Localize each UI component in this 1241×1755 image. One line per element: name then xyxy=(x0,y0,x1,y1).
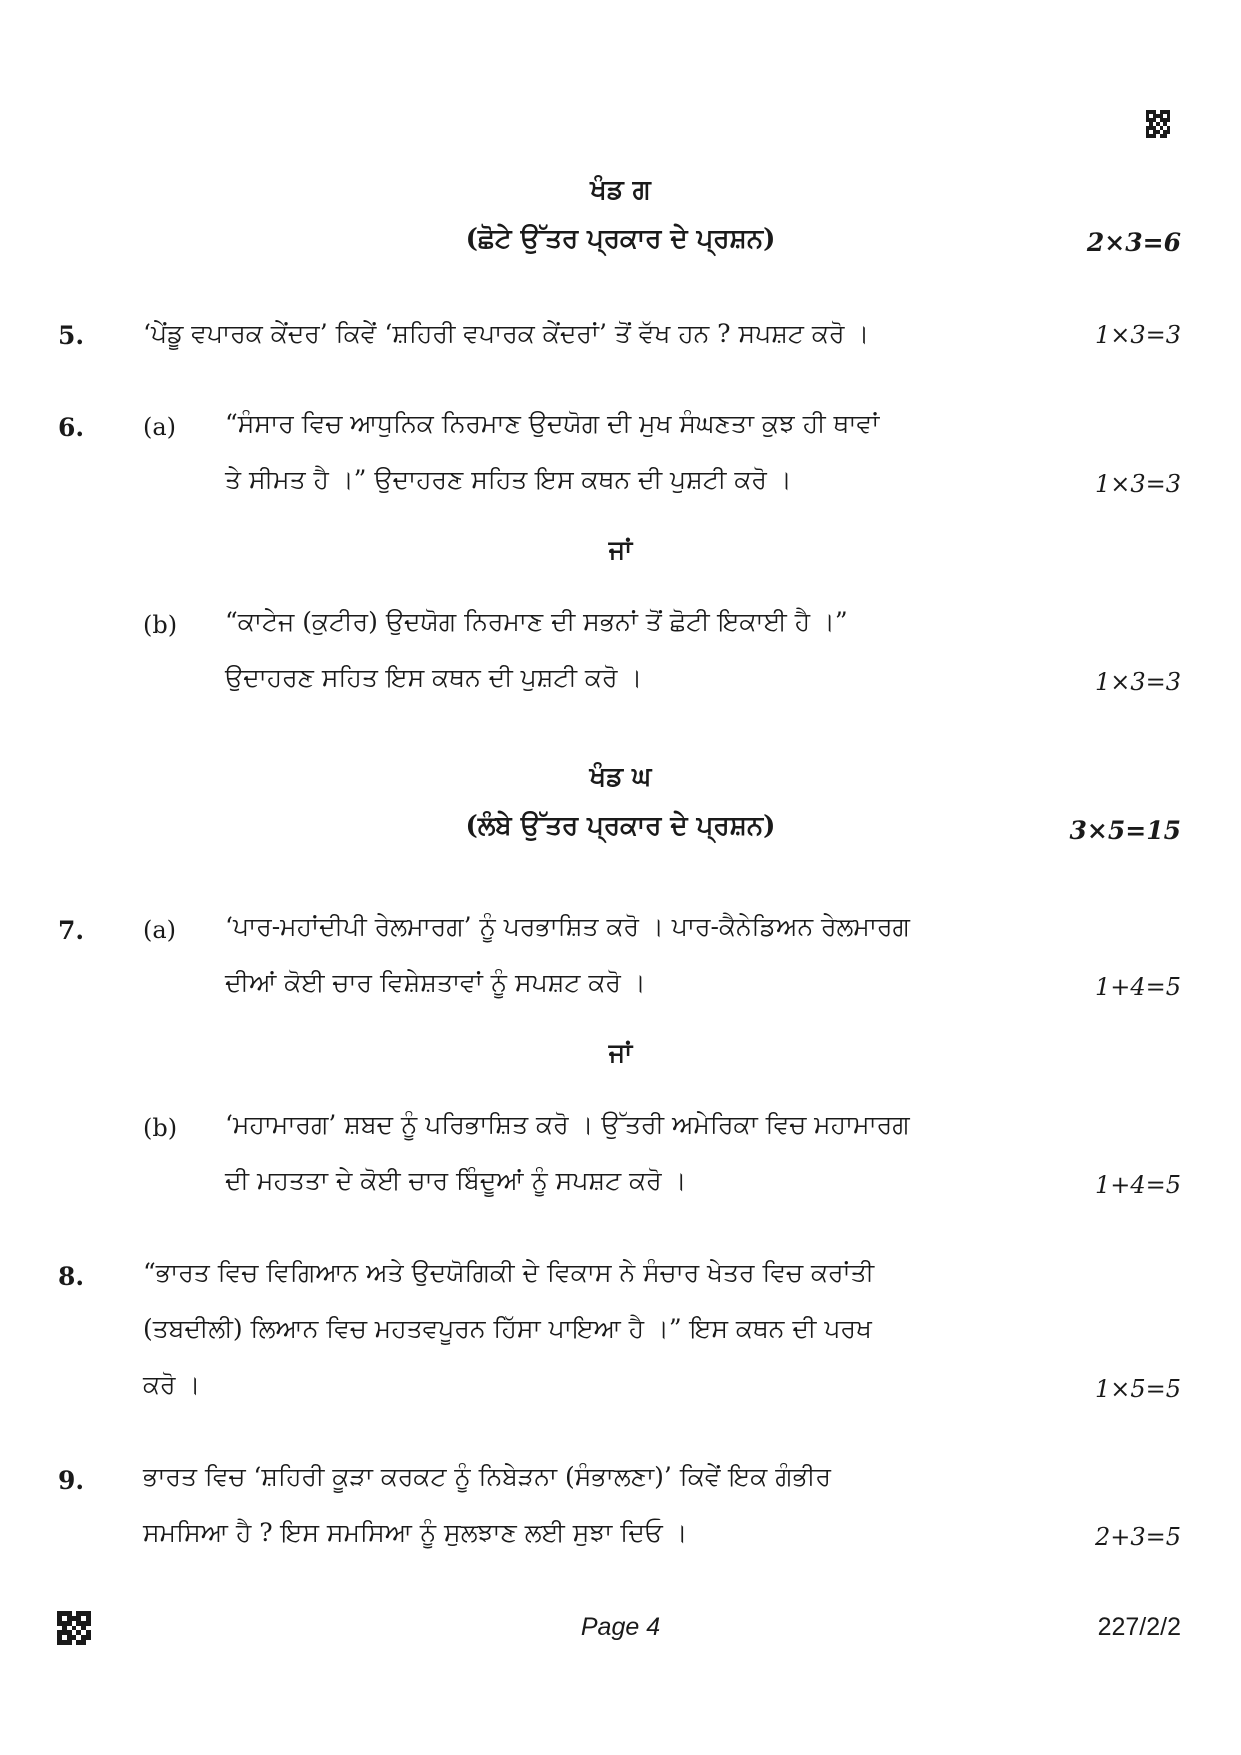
question-text: ਭਾਰਤ ਵਿਚ ‘ਸ਼ਹਿਰੀ ਕੂੜਾ ਕਰਕਟ ਨੂੰ ਨਿਬੇੜਨਾ (ਸੰਭਾਲਣਾ)’ ਕਿਵੇਂ ਇਕ ਗੰਭੀਰ xyxy=(143,1462,831,1491)
question-number: 8. xyxy=(58,1262,85,1291)
qr-code-icon xyxy=(1146,110,1170,138)
question-text: ‘ਪੇਂਡੂ ਵਪਾਰਕ ਕੇਂਦਰ’ ਕਿਵੇਂ ‘ਸ਼ਹਿਰੀ ਵਪਾਰਕ ਕੇਂਦਰਾਂ’ ਤੋਂ ਵੱਖ ਹਨ ? ਸਪਸ਼ਟ ਕਰੋ । xyxy=(143,319,870,348)
question-text: (ਤਬਦੀਲੀ) ਲਿਆਨ ਵਿਚ ਮਹਤਵਪੂਰਨ ਹਿੱਸਾ ਪਾਇਆ ਹੈ ।” ਇਸ ਕਥਨ ਦੀ ਪਰਖ xyxy=(143,1314,872,1343)
question-marks: 1×3=3 xyxy=(1094,470,1181,498)
sub-question-label: (a) xyxy=(143,916,177,944)
qr-module xyxy=(1167,134,1170,138)
question-text: ਸਮਸਿਆ ਹੈ ? ਇਸ ਸਮਸਿਆ ਨੂੰ ਸੁਲਝਾਣ ਲਈ ਸੁਝਾ ਦਿਓ । xyxy=(143,1518,688,1547)
question-number: 6. xyxy=(58,413,85,442)
question-marks: 1+4=5 xyxy=(1094,1171,1181,1199)
or-separator: ਜਾਂ xyxy=(608,535,633,564)
question-marks: 1×5=5 xyxy=(1094,1375,1181,1403)
question-marks: 1+4=5 xyxy=(1094,973,1181,1001)
page-number: Page 4 xyxy=(580,1613,661,1641)
question-text: “ਕਾਟੇਜ (ਕੁਟੀਰ) ਉਦਯੋਗ ਨਿਰਮਾਣ ਦੀ ਸਭਨਾਂ ਤੋਂ ਛੋਟੀ ਇਕਾਈ ਹੈ ।” xyxy=(225,607,848,636)
section-d-marks: 3×5=15 xyxy=(1069,816,1181,845)
question-text: ਤੇ ਸੀਮਤ ਹੈ ।” ਉਦਾਹਰਣ ਸਹਿਤ ਇਸ ਕਥਨ ਦੀ ਪੁਸ਼ਟੀ ਕਰੋ । xyxy=(225,465,792,494)
question-text: ਦੀਆਂ ਕੋਈ ਚਾਰ ਵਿਸ਼ੇਸ਼ਤਾਵਾਂ ਨੂੰ ਸਪਸ਼ਟ ਕਰੋ । xyxy=(225,968,646,997)
question-marks: 1×3=3 xyxy=(1094,668,1181,696)
sub-question-label: (b) xyxy=(143,1114,178,1142)
section-d-subtitle: (ਲੰਬੇ ਉੱਤਰ ਪ੍ਰਕਾਰ ਦੇ ਪ੍ਰਸ਼ਨ) xyxy=(465,811,776,841)
question-text: ‘ਪਾਰ-ਮਹਾਂਦੀਪੀ ਰੇਲਮਾਰਗ’ ਨੂੰ ਪਰਭਾਸ਼ਿਤ ਕਰੋ । ਪਾਰ-ਕੈਨੇਡਿਅਨ ਰੇਲਮਾਰਗ xyxy=(225,912,910,941)
sub-question-label: (b) xyxy=(143,611,178,639)
question-number: 5. xyxy=(58,321,85,350)
or-separator: ਜਾਂ xyxy=(608,1038,633,1067)
question-marks: 1×3=3 xyxy=(1094,321,1181,349)
section-c-subtitle: (ਛੋਟੇ ਉੱਤਰ ਪ੍ਰਕਾਰ ਦੇ ਪ੍ਰਸ਼ਨ) xyxy=(465,224,776,254)
question-number: 7. xyxy=(58,916,85,945)
question-marks: 2+3=5 xyxy=(1094,1523,1181,1551)
section-c-title: ਖੰਡ ਗ xyxy=(590,175,651,205)
question-text: “ਸੰਸਾਰ ਵਿਚ ਆਧੁਨਿਕ ਨਿਰਮਾਣ ਉਦਯੋਗ ਦੀ ਮੁਖ ਸੰਘਣਤਾ ਕੁਝ ਹੀ ਥਾਵਾਂ xyxy=(225,409,880,438)
question-text: ਉਦਾਹਰਣ ਸਹਿਤ ਇਸ ਕਥਨ ਦੀ ਪੁਸ਼ਟੀ ਕਰੋ । xyxy=(225,663,643,692)
question-number: 9. xyxy=(58,1466,85,1495)
sub-question-label: (a) xyxy=(143,413,177,441)
question-text: “ਭਾਰਤ ਵਿਚ ਵਿਗਿਆਨ ਅਤੇ ਉਦਯੋਗਿਕੀ ਦੇ ਵਿਕਾਸ ਨੇ ਸੰਚਾਰ ਖੇਤਰ ਵਿਚ ਕਰਾਂਤੀ xyxy=(143,1258,875,1287)
question-text: ‘ਮਹਾਮਾਰਗ’ ਸ਼ਬਦ ਨੂੰ ਪਰਿਭਾਸ਼ਿਤ ਕਰੋ । ਉੱਤਰੀ ਅਮੇਰਿਕਾ ਵਿਚ ਮਹਾਮਾਰਗ xyxy=(225,1110,910,1139)
section-d-title: ਖੰਡ ਘ xyxy=(589,762,652,792)
section-c-marks: 2×3=6 xyxy=(1086,228,1181,257)
paper-code: 227/2/2 xyxy=(1097,1613,1181,1641)
question-text: ਕਰੋ । xyxy=(143,1370,201,1399)
question-text: ਦੀ ਮਹਤਤਾ ਦੇ ਕੋਈ ਚਾਰ ਬਿੰਦੂਆਂ ਨੂੰ ਸਪਸ਼ਟ ਕਰੋ । xyxy=(225,1166,687,1195)
